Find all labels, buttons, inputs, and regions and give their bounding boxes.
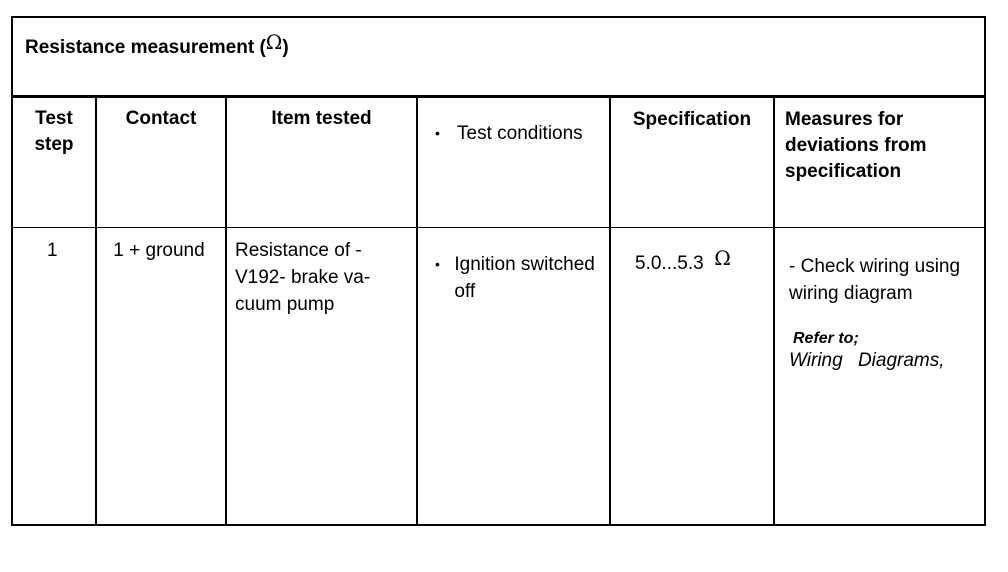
column-divider <box>225 98 227 524</box>
resistance-table <box>11 16 986 526</box>
table-title <box>25 30 289 59</box>
column-divider <box>416 98 418 524</box>
column-divider <box>609 98 611 524</box>
refer-label: Refer to; <box>793 330 859 347</box>
header-test-conditions <box>431 120 601 147</box>
header-specification: Specification <box>632 109 752 130</box>
title-text: Resistance measurement ( <box>25 37 266 58</box>
column-divider <box>773 98 775 524</box>
row-contact: 1 + ground <box>113 240 205 261</box>
row-condition <box>431 251 601 305</box>
header-test-step: Test step <box>34 108 74 155</box>
bullet-icon: • <box>435 125 440 141</box>
row-measures <box>789 253 979 372</box>
measure-text: - Check wiring using wiring diagram <box>789 256 961 304</box>
omega-symbol: Ω <box>265 30 283 54</box>
spec-unit: Ω <box>714 246 731 270</box>
row-test-step: 1 <box>47 240 58 261</box>
header-test-conditions-label: Test conditions <box>457 123 583 144</box>
row-item-tested: Resistance of - V192- brake va- cuum pump <box>235 240 371 315</box>
spec-value: 5.0...5.3 <box>635 253 704 274</box>
wiring-diagrams-link[interactable]: Wiring Diagrams, <box>789 350 945 371</box>
table-title-row <box>13 18 984 98</box>
row-condition-label: Ignition switched off <box>454 254 595 302</box>
header-contact: Contact <box>125 108 197 129</box>
title-close: ) <box>282 37 289 58</box>
header-measures: Measures for deviations from specification <box>785 109 927 182</box>
header-item-tested: Item tested <box>271 108 372 129</box>
row-specification <box>635 245 765 277</box>
header-row-divider <box>13 227 984 228</box>
column-divider <box>95 98 97 524</box>
bullet-icon: • <box>435 256 440 272</box>
